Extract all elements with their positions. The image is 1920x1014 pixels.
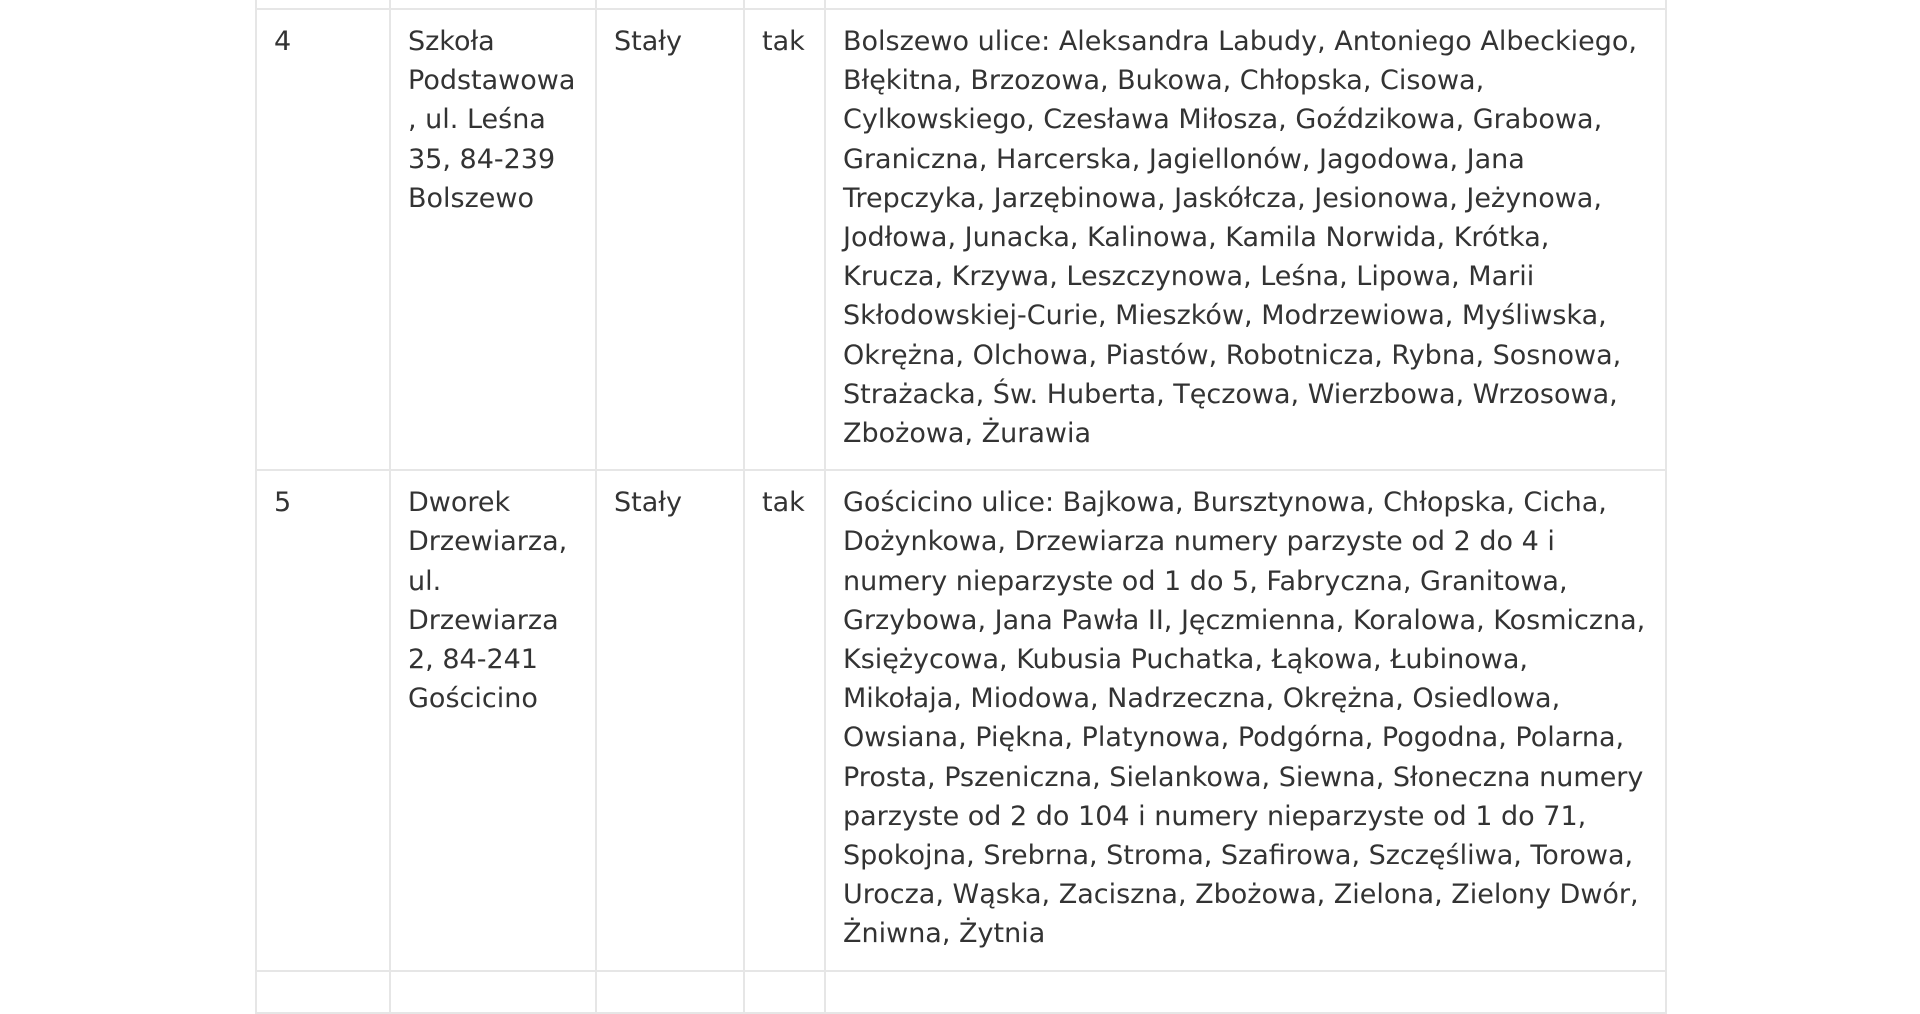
table-row-partial-bottom bbox=[256, 971, 1666, 1013]
district-streets-cell: Bolszewo ulice: Aleksandra Labudy, Antoniego Albeckiego, Błękitna, Brzozowa, Bukowa, Chłopska, Cisowa, Cylkowskiego, Czesława Miłosza, Goździkowa, Grabowa, Graniczna, Harcerska, Jagiellonów, Jagodowa, Jana Trepczyka, Jarzębinowa, Jaskółcza, Jesionowa, Jeżynowa, Jodłowa, Junacka, Kalinowa, Kamila Norwida, Krótka, Krucza, Krzywa, Leszczynowa, Leśna, Lipowa, Marii Skłodowskiej-Curie, Mieszków, Modrzewiowa, Myśliwska, Okrężna, Olchowa, Piastów, Robotnicza, Rybna, Sosnowa, Strażacka, Św. Huberta, Tęczowa, Wierzbowa, Wrzosowa, Zbożowa, Żurawia bbox=[825, 9, 1666, 470]
table-row bbox=[256, 9, 1666, 470]
station-type-cell: Stały bbox=[596, 9, 744, 470]
polling-station-address-cell: Szkoła Podstawowa, ul. Leśna 35, 84-239 Bolszewo bbox=[390, 9, 596, 470]
station-type-cell: Stały bbox=[596, 470, 744, 970]
polling-stations-table bbox=[255, 0, 1667, 1014]
accessibility-cell: tak bbox=[744, 470, 825, 970]
polling-station-address-cell: Dworek Drzewiarza, ul. Drzewiarza 2, 84-241 Gościcino bbox=[390, 470, 596, 970]
table-row-partial-top bbox=[256, 0, 1666, 9]
district-number-cell: 4 bbox=[256, 9, 390, 470]
polling-stations-table-container bbox=[255, 0, 1665, 1014]
district-streets-cell: Gościcino ulice: Bajkowa, Bursztynowa, Chłopska, Cicha, Dożynkowa, Drzewiarza numery parzyste od 2 do 4 i numery nieparzyste od 1 do 5, Fabryczna, Granitowa, Grzybowa, Jana Pawła II, Jęczmienna, Koralowa, Kosmiczna, Księżycowa, Kubusia Puchatka, Łąkowa, Łubinowa, Mikołaja, Miodowa, Nadrzeczna, Okrężna, Osiedlowa, Owsiana, Piękna, Platynowa, Podgórna, Pogodna, Polarna, Prosta, Pszeniczna, Sielankowa, Siewna, Słoneczna numery parzyste od 2 do 104 i numery nieparzyste od 1 do 71, Spokojna, Srebrna, Stroma, Szafirowa, Szczęśliwa, Torowa, Urocza, Wąska, Zaciszna, Zbożowa, Zielona, Zielony Dwór, Żniwna, Żytnia bbox=[825, 470, 1666, 970]
table-row bbox=[256, 470, 1666, 970]
district-number-cell: 5 bbox=[256, 470, 390, 970]
accessibility-cell: tak bbox=[744, 9, 825, 470]
